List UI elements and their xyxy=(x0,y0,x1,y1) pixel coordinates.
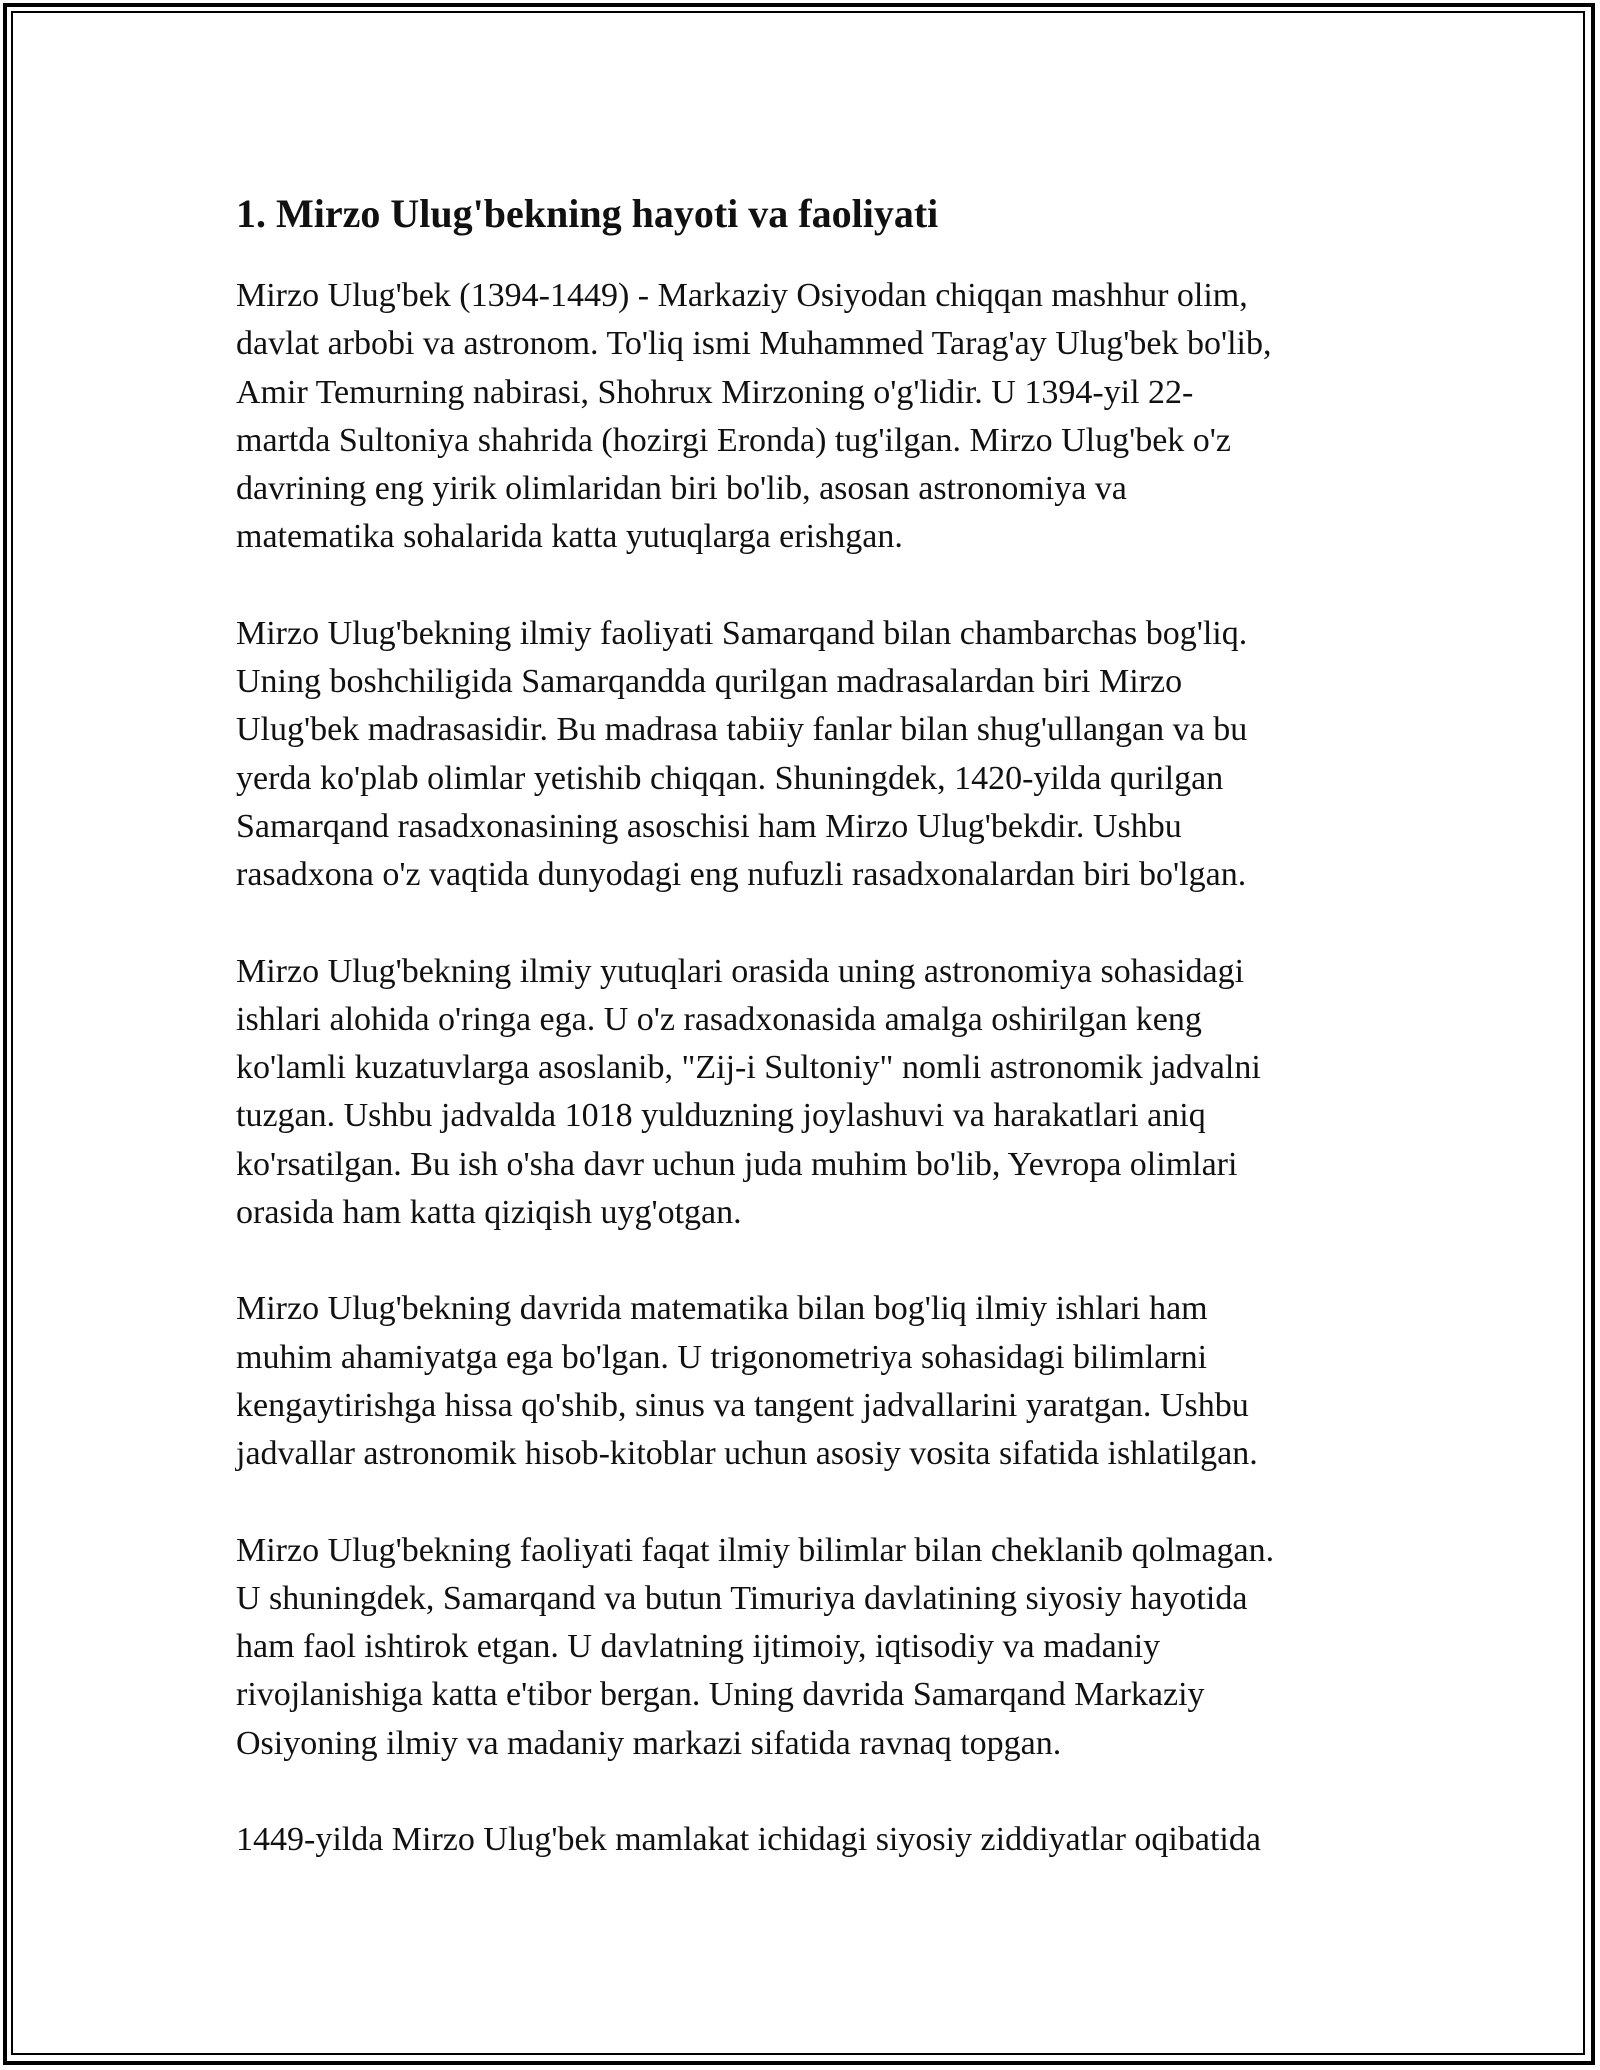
text-line: Mirzo Ulug'bekning faoliyati faqat ilmiy bilimlar bilan cheklanib qolmagan. xyxy=(236,1531,1275,1569)
paragraph-2 xyxy=(236,610,1366,900)
text-line: Mirzo Ulug'bek (1394-1449) - Markaziy Osiyodan chiqqan mashhur olim, xyxy=(236,277,1248,314)
text-line: martda Sultoniya shahrida (hozirgi Eronda) tug'ilgan. Mirzo Ulug'bek o'z xyxy=(236,421,1232,459)
paragraph-6 xyxy=(236,1816,1366,1864)
section-title: 1. Mirzo Ulug'bekning hayoti va faoliyati xyxy=(236,191,939,236)
text-line: matematika sohalarida katta yutuqlarga erishgan. xyxy=(236,518,903,556)
text-line: kengaytirishga hissa qo'shib, sinus va tangent jadvallarini yaratgan. Ushbu xyxy=(236,1386,1249,1424)
text-line: Samarqand rasadxonasining asoschisi ham Mirzo Ulug'bekdir. Ushbu xyxy=(236,807,1182,845)
paragraph-5 xyxy=(236,1527,1366,1768)
text-line: Mirzo Ulug'bekning davrida matematika bilan bog'liq ilmiy ishlari ham xyxy=(236,1290,1208,1328)
text-line: ko'rsatilgan. Bu ish o'sha davr uchun juda muhim bo'lib, Yevropa olimlari xyxy=(236,1145,1238,1183)
text-line: Uning boshchiligida Samarqandda qurilgan madrasalardan biri Mirzo xyxy=(236,663,1183,701)
text-line: Mirzo Ulug'bekning ilmiy yutuqlari orasida uning astronomiya sohasidagi xyxy=(236,952,1245,990)
text-line: orasida ham katta qiziqish uyg'otgan. xyxy=(236,1194,742,1232)
text-line: Amir Temurning nabirasi, Shohrux Mirzoning o'g'lidir. U 1394-yil 22- xyxy=(236,373,1194,411)
text-line: rivojlanishiga katta e'tibor bergan. Uning davrida Samarqand Markaziy xyxy=(236,1676,1205,1714)
paragraph-1 xyxy=(236,272,1366,562)
text-line: rasadxona o'z vaqtida dunyodagi eng nufuzli rasadxonalardan biri bo'lgan. xyxy=(236,856,1247,894)
text-line: davrining eng yirik olimlaridan biri bo'lib, asosan astronomiya va xyxy=(236,470,1127,508)
text-line: ishlari alohida o'ringa ega. U o'z rasadxonasida amalga oshirilgan keng xyxy=(236,1000,1202,1038)
text-line: Osiyoning ilmiy va madaniy markazi sifatida ravnaq topgan. xyxy=(236,1724,1062,1762)
paragraph-3 xyxy=(236,948,1366,1238)
text-line: Mirzo Ulug'bekning ilmiy faoliyati Samarqand bilan chambarchas bog'liq. xyxy=(236,614,1248,652)
text-line: yerda ko'plab olimlar yetishib chiqqan. Shuningdek, 1420-yilda qurilgan xyxy=(236,759,1224,797)
text-line: Ulug'bek madrasasidir. Bu madrasa tabiiy fanlar bilan shug'ullangan va bu xyxy=(236,711,1248,749)
document-body xyxy=(236,190,1366,1912)
text-line: U shuningdek, Samarqand va butun Timuriya davlatining siyosiy hayotida xyxy=(236,1579,1248,1617)
text-line: muhim ahamiyatga ega bo'lgan. U trigonometriya sohasidagi bilimlarni xyxy=(236,1338,1208,1376)
text-line: ko'lamli kuzatuvlarga asoslanib, "Zij-i Sultoniy" nomli astronomik jadvalni xyxy=(236,1049,1261,1087)
text-line: ham faol ishtirok etgan. U davlatning ijtimoiy, iqtisodiy va madaniy xyxy=(236,1628,1161,1666)
text-line: tuzgan. Ushbu jadvalda 1018 yulduzning joylashuvi va harakatlari aniq xyxy=(236,1097,1206,1135)
text-line: davlat arbobi va astronom. To'liq ismi Muhammed Tarag'ay Ulug'bek bo'lib, xyxy=(236,325,1272,363)
text-line: 1449-yilda Mirzo Ulug'bek mamlakat ichidagi siyosiy ziddiyatlar oqibatida xyxy=(236,1821,1261,1859)
paragraph-4 xyxy=(236,1285,1366,1478)
text-line: jadvallar astronomik hisob-kitoblar uchun asosiy vosita sifatida ishlatilgan. xyxy=(236,1435,1258,1473)
